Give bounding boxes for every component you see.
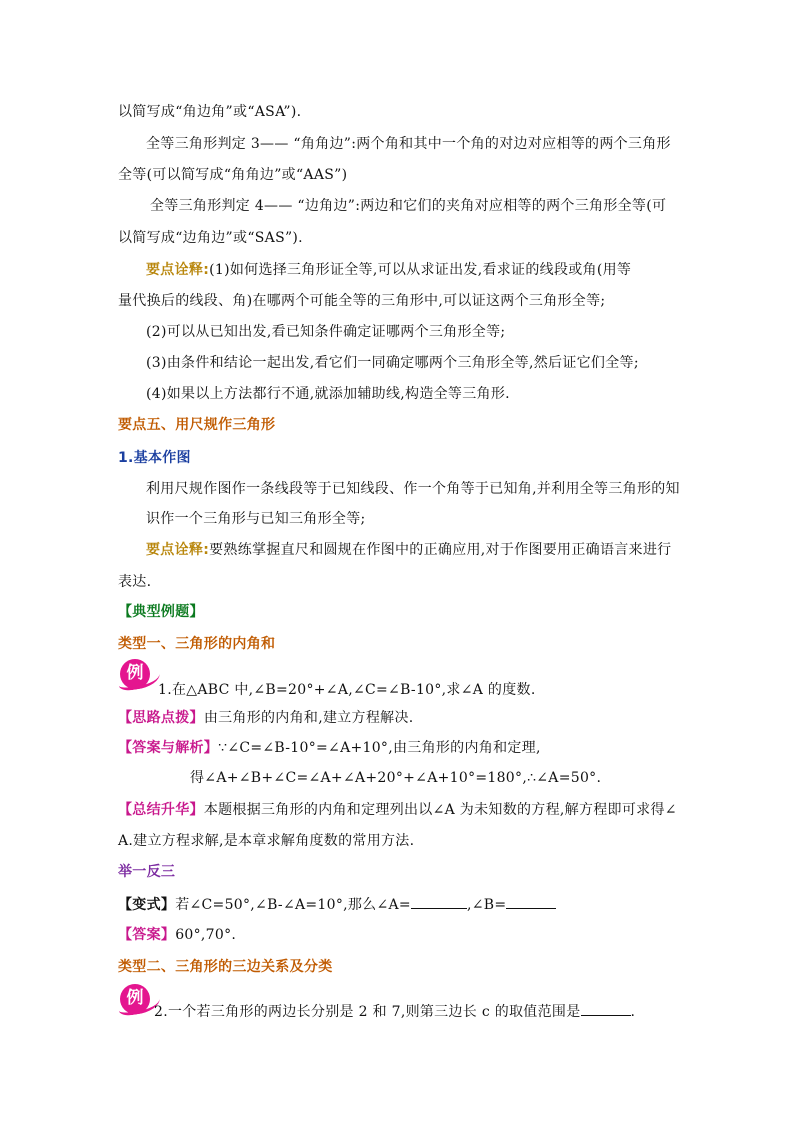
text-line: 得∠A+∠B+∠C=∠A+∠A+20°+∠A+10°=180°,∴∠A=50°. bbox=[190, 770, 602, 786]
example-question: 1.在△ABC 中,∠B=20°+∠A,∠C=∠B-10°,求∠A 的度数. bbox=[158, 682, 536, 698]
text-span: ,∠B= bbox=[466, 897, 507, 913]
text-line: 全等三角形判定 4—— “边角边”:两边和它们的夹角对应相等的两个三角形全等(可 bbox=[150, 198, 667, 214]
text-line: 全等三角形判定 3—— “角角边”:两个角和其中一个角的对边对应相等的两个三角形 bbox=[146, 136, 671, 152]
answer-blank bbox=[581, 1001, 631, 1016]
answer-blank bbox=[411, 894, 467, 909]
text-span: 本题根据三角形的内角和定理列出以∠A 为未知数的方程,解方程即可求得∠ bbox=[203, 802, 677, 818]
variant-answer-line bbox=[118, 925, 236, 945]
text-line: (3)由条件和结论一起出发,看它们一同确定哪两个三角形全等,然后证它们全等; bbox=[146, 355, 639, 371]
text-span: (1)如何选择三角形证全等,可以从求证出发,看求证的线段或角(用等 bbox=[209, 262, 632, 278]
type-heading: 类型二、三角形的三边关系及分类 bbox=[118, 959, 333, 975]
text-line: (2)可以从已知出发,看已知条件确定证哪两个三角形全等; bbox=[146, 324, 506, 340]
example-badge-icon: 例 bbox=[120, 659, 150, 689]
variant-label: 【变式】 bbox=[118, 897, 176, 913]
key-point-label: 要点诠释: bbox=[146, 262, 210, 278]
variant-line bbox=[118, 894, 556, 915]
text-span: 2.一个若三角形的两边长分别是 2 和 7,则第三边长 c 的取值范围是 bbox=[154, 1004, 581, 1020]
practice-heading: 举一反三 bbox=[118, 864, 176, 880]
hint-line bbox=[118, 708, 414, 728]
examples-heading: 【典型例题】 bbox=[118, 604, 204, 620]
summary-line bbox=[118, 800, 677, 820]
example-question bbox=[154, 1001, 635, 1022]
text-line: 识作一个三角形与已知三角形全等; bbox=[146, 511, 366, 527]
text-span: 要熟练掌握直尺和圆规在作图中的正确应用,对于作图要用正确语言来进行 bbox=[209, 542, 672, 558]
answer-line bbox=[118, 738, 541, 758]
text-span: ∵∠C=∠B-10°=∠A+10°,由三角形的内角和定理, bbox=[218, 740, 541, 756]
key-point-note bbox=[146, 540, 671, 560]
text-span: . bbox=[630, 1004, 636, 1020]
text-span: 60°,70°. bbox=[175, 927, 237, 943]
hint-label: 【思路点拨】 bbox=[118, 710, 204, 726]
key-point-note bbox=[146, 260, 631, 280]
text-line: A.建立方程求解,是本章求解角度数的常用方法. bbox=[118, 833, 415, 849]
text-line: 以简写成“角边角”或“ASA”). bbox=[118, 104, 302, 120]
type-heading: 类型一、三角形的内角和 bbox=[118, 636, 276, 652]
subsection-heading: 1.基本作图 bbox=[118, 450, 191, 466]
text-line: (4)如果以上方法都行不通,就添加辅助线,构造全等三角形. bbox=[146, 386, 510, 402]
summary-label: 【总结升华】 bbox=[118, 802, 204, 818]
section-heading: 要点五、用尺规作三角形 bbox=[118, 417, 276, 433]
text-line: 全等(可以简写成“角角边”或“AAS”) bbox=[118, 167, 348, 183]
text-line: 表达. bbox=[118, 574, 152, 590]
text-span: 由三角形的内角和,建立方程解决. bbox=[203, 710, 414, 726]
example-badge-icon: 例 bbox=[120, 984, 150, 1014]
text-line: 利用尺规作图作一条线段等于已知线段、作一个角等于已知角,并利用全等三角形的知 bbox=[146, 481, 680, 497]
text-line: 量代换后的线段、角)在哪两个可能全等的三角形中,可以证这两个三角形全等; bbox=[118, 293, 606, 309]
key-point-label: 要点诠释: bbox=[146, 542, 210, 558]
variant-answer-label: 【答案】 bbox=[118, 927, 176, 943]
text-span: 若∠C=50°,∠B-∠A=10°,那么∠A= bbox=[175, 897, 411, 913]
answer-blank bbox=[506, 894, 556, 909]
answer-label: 【答案与解析】 bbox=[118, 740, 219, 756]
text-line: 以简写成“边角边”或“SAS”). bbox=[118, 230, 303, 246]
